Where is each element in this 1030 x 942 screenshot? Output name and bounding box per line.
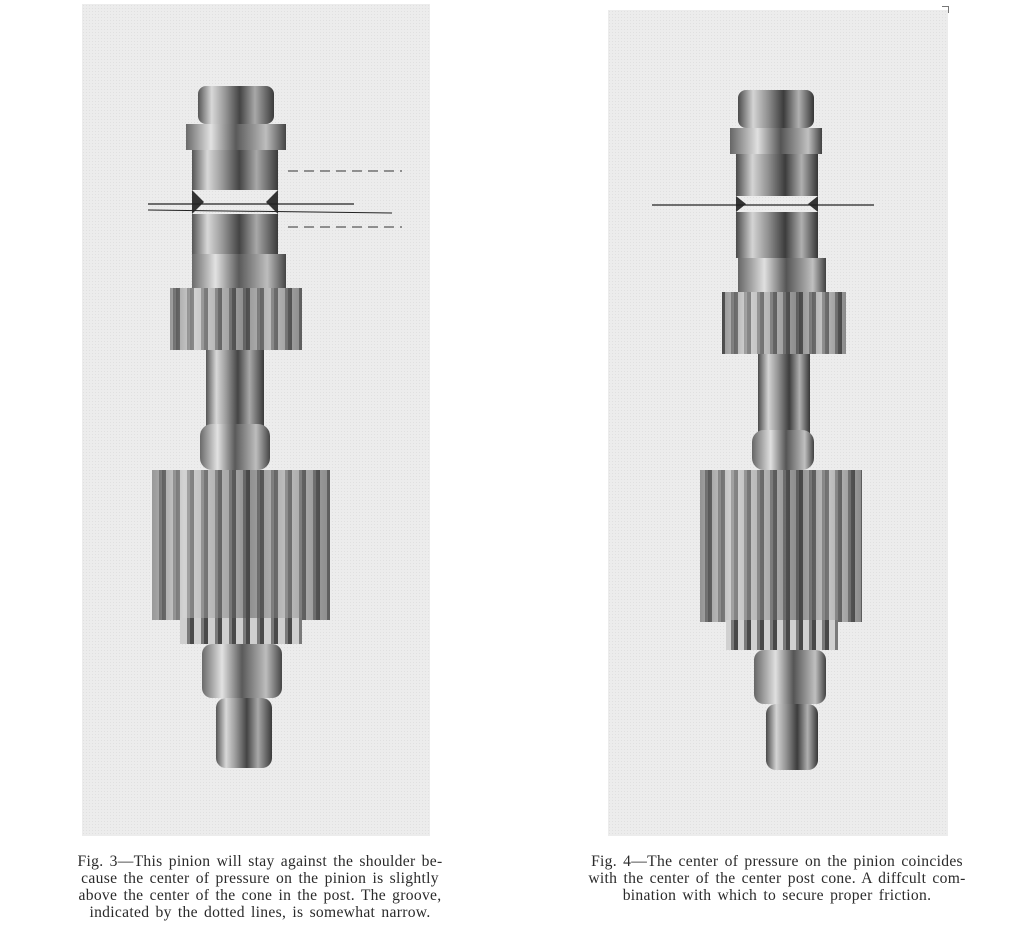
fig4-caption xyxy=(534,853,1020,904)
fig4-pinion-illustration xyxy=(608,10,948,836)
fig3-caption xyxy=(14,853,506,921)
fig3-caption-line: Fig. 3—This pinion will stay against the shoulder be- xyxy=(77,853,443,870)
fig3-caption-line: indicated by the dotted lines, is somewhat narrow. xyxy=(89,904,431,921)
fig3-pinion-illustration xyxy=(82,4,430,836)
fig4-caption-line: Fig. 4—The center of pressure on the pinion coincides xyxy=(591,853,963,870)
fig3-caption-line: above the center of the cone in the post. The groove, xyxy=(78,887,442,904)
fig4-caption-line: with the center of the center post cone. A diffcult com- xyxy=(588,870,966,887)
fig3-pressure-line xyxy=(148,210,392,213)
fig4-photo xyxy=(608,10,948,836)
fig3-caption-line: cause the center of pressure on the pinion is slightly xyxy=(81,870,439,887)
fig3-photo xyxy=(82,4,430,836)
fig4-caption-line: bination with which to secure proper friction. xyxy=(622,887,932,904)
